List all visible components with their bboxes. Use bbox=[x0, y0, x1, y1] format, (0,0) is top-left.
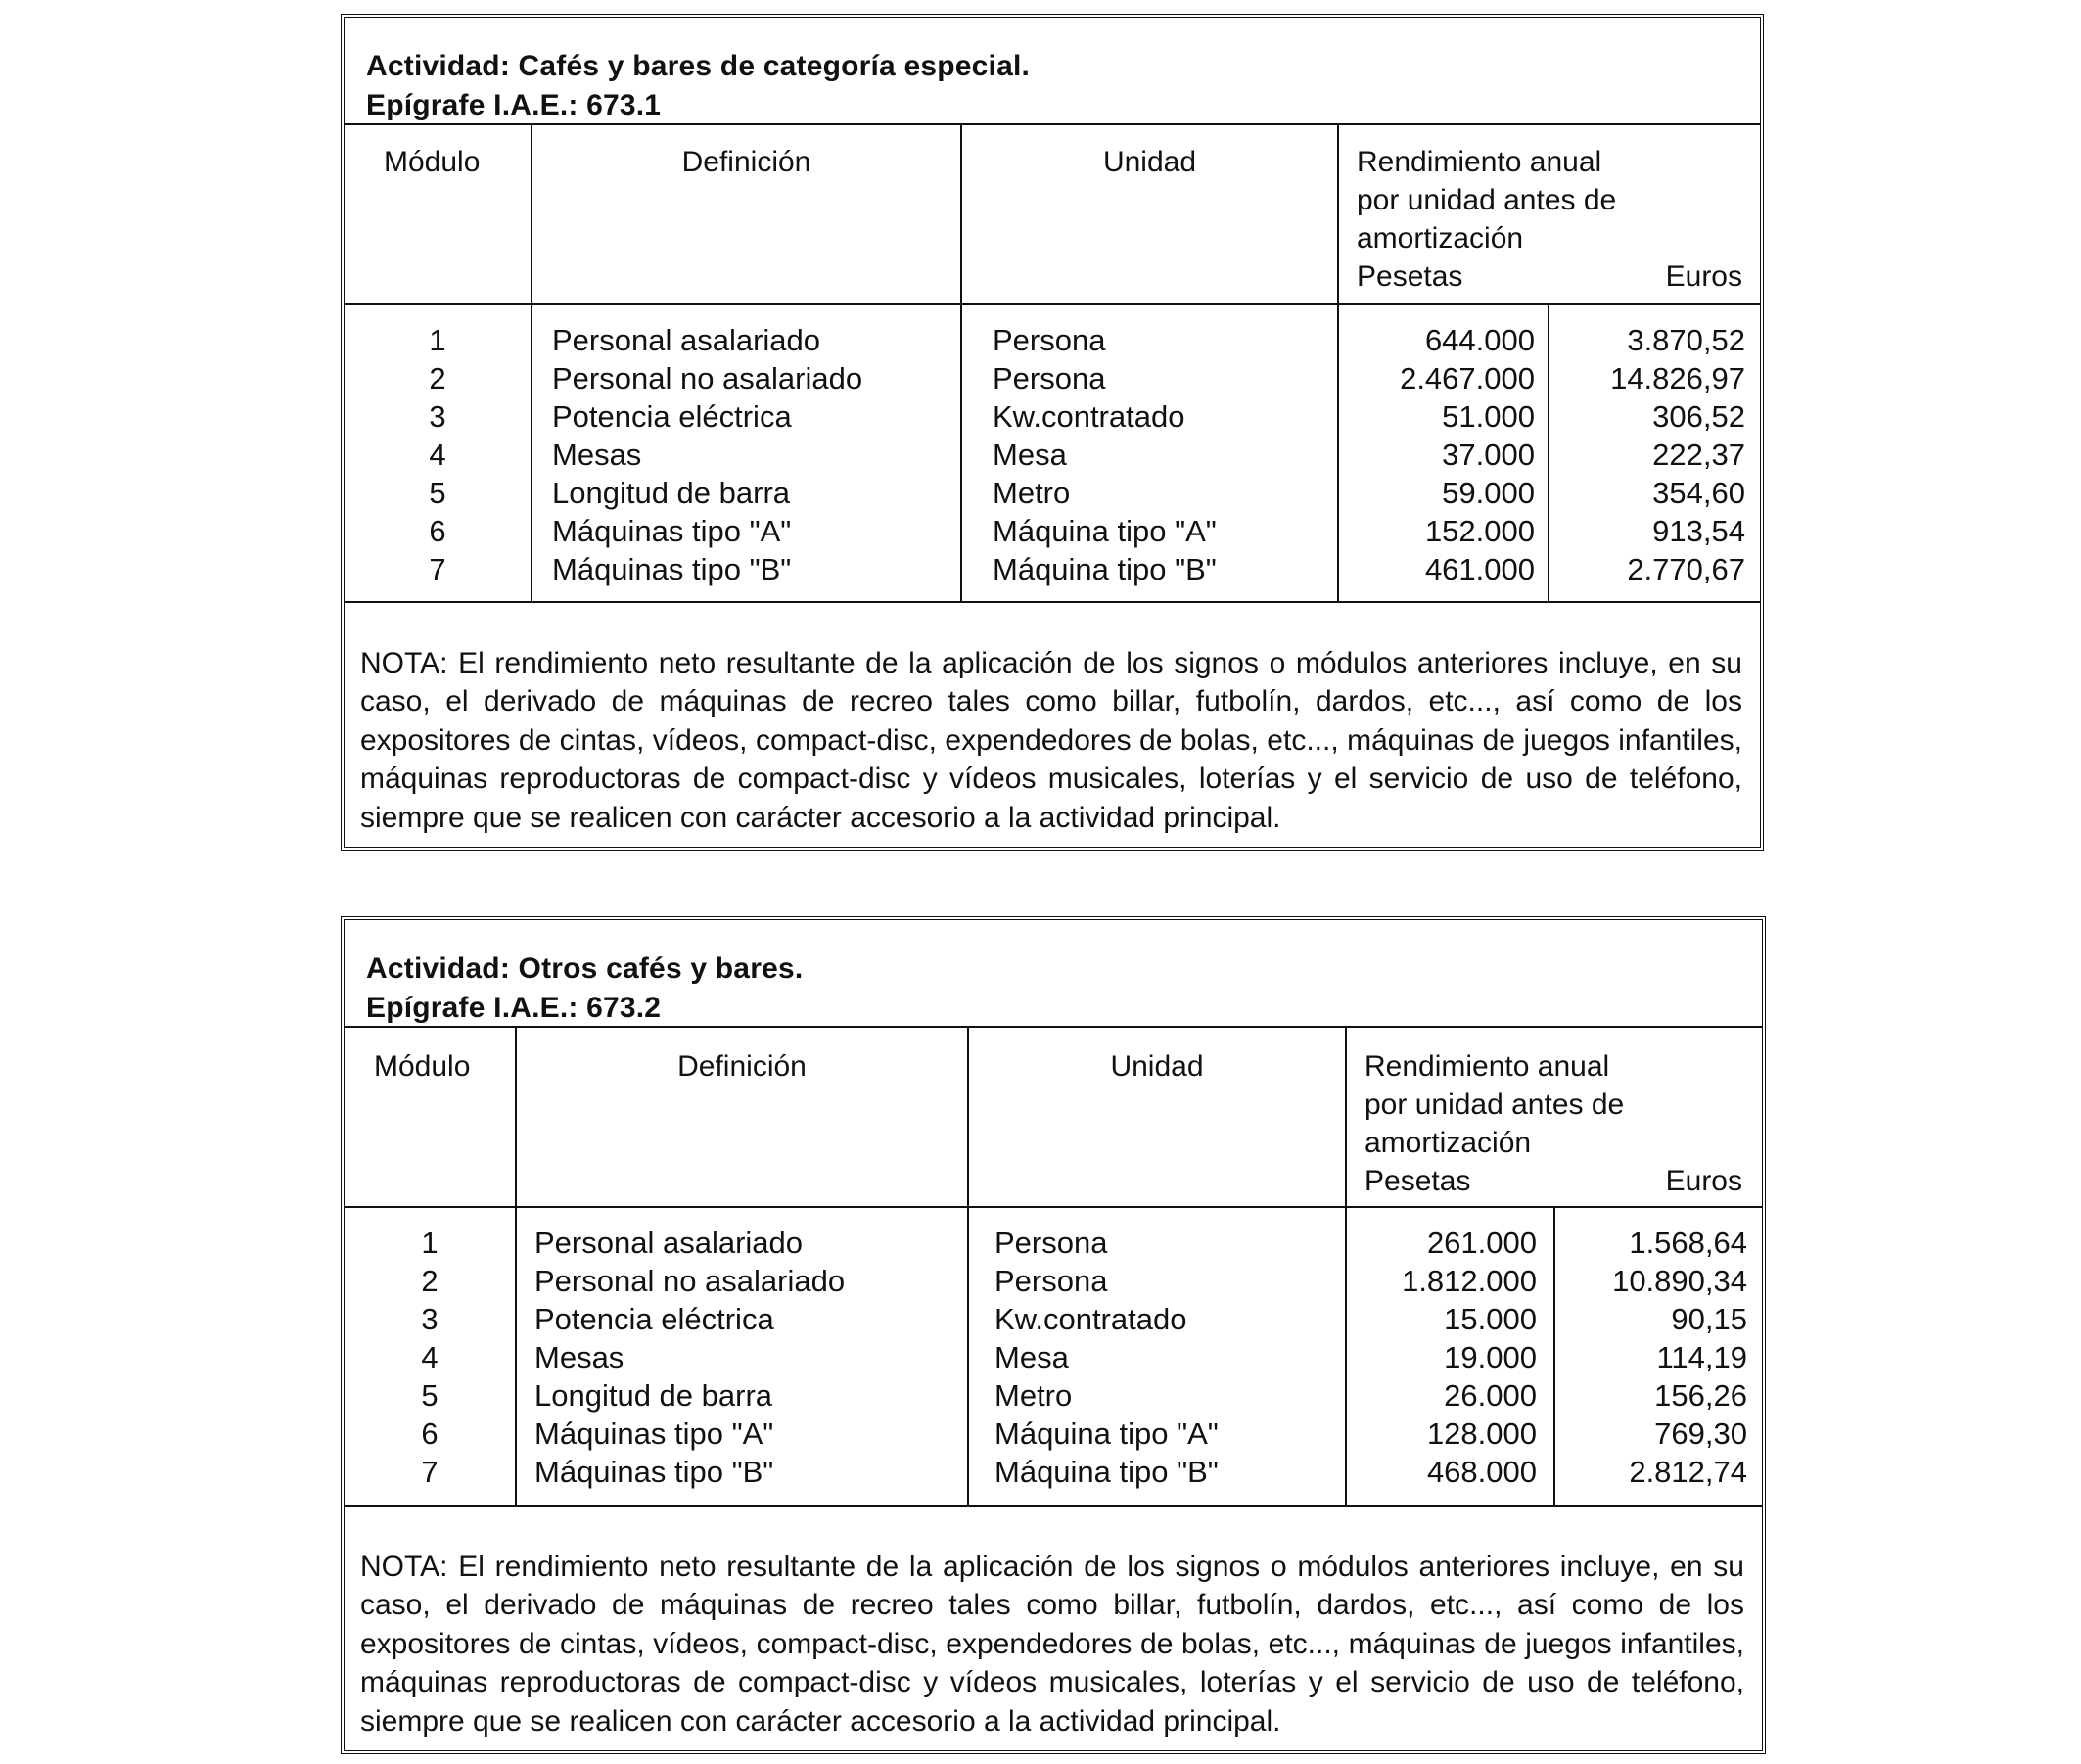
table-header bbox=[345, 18, 1760, 125]
column-divider bbox=[531, 125, 532, 601]
cell-definicion: Máquinas tipo "A" bbox=[552, 514, 792, 548]
epigrafe-title: Epígrafe I.A.E.: 673.2 bbox=[366, 992, 662, 1024]
cell-euros: 913,54 bbox=[1652, 514, 1745, 548]
cell-definicion: Personal no asalariado bbox=[534, 1264, 846, 1298]
col-header-definicion: Definición bbox=[681, 146, 811, 178]
cell-definicion: Potencia eléctrica bbox=[534, 1302, 774, 1336]
cell-euros: 222,37 bbox=[1652, 438, 1745, 472]
cell-unidad: Kw.contratado bbox=[994, 1302, 1187, 1336]
column-divider bbox=[515, 1028, 517, 1505]
cell-definicion: Longitud de barra bbox=[552, 476, 791, 510]
col-header-rendimiento-1: Rendimiento anual bbox=[1364, 1050, 1610, 1083]
cell-modulo: 3 bbox=[421, 1302, 439, 1336]
cell-euros: 2.770,67 bbox=[1627, 552, 1745, 586]
col-header-rendimiento-2: por unidad antes de bbox=[1357, 184, 1617, 216]
cell-unidad: Mesa bbox=[994, 1340, 1069, 1374]
column-divider bbox=[967, 1028, 969, 1505]
cell-definicion: Mesas bbox=[552, 438, 642, 472]
cell-pesetas: 51.000 bbox=[1442, 399, 1535, 434]
col-header-rendimiento-3: amortización bbox=[1364, 1127, 1532, 1159]
col-header-definicion: Definición bbox=[677, 1050, 807, 1083]
table-header bbox=[345, 920, 1762, 1028]
cell-pesetas: 37.000 bbox=[1442, 438, 1535, 472]
module-table-673-1 bbox=[341, 14, 1764, 851]
cell-euros: 114,19 bbox=[1656, 1340, 1747, 1374]
cell-unidad: Máquina tipo "B" bbox=[994, 1455, 1219, 1489]
cell-unidad: Persona bbox=[993, 323, 1106, 357]
cell-unidad: Máquina tipo "A" bbox=[994, 1416, 1219, 1451]
col-header-pesetas: Pesetas bbox=[1364, 1165, 1471, 1197]
cell-euros: 14.826,97 bbox=[1610, 361, 1745, 395]
cell-unidad: Metro bbox=[994, 1378, 1073, 1413]
cell-pesetas: 261.000 bbox=[1426, 1226, 1537, 1260]
cell-pesetas: 644.000 bbox=[1424, 323, 1535, 357]
cell-euros: 156,26 bbox=[1654, 1378, 1747, 1413]
cell-modulo: 7 bbox=[429, 552, 446, 586]
col-header-euros: Euros bbox=[1665, 260, 1742, 293]
cell-definicion: Máquinas tipo "B" bbox=[534, 1455, 774, 1489]
cell-modulo: 4 bbox=[421, 1340, 439, 1374]
col-header-pesetas: Pesetas bbox=[1357, 260, 1463, 293]
cell-pesetas: 128.000 bbox=[1426, 1416, 1537, 1451]
cell-unidad: Persona bbox=[994, 1264, 1108, 1298]
cell-pesetas: 19.000 bbox=[1444, 1340, 1537, 1374]
actividad-title: Actividad: Otros cafés y bares. bbox=[366, 952, 804, 985]
cell-modulo: 7 bbox=[421, 1455, 439, 1489]
cell-unidad: Mesa bbox=[993, 438, 1067, 472]
cell-euros: 769,30 bbox=[1654, 1416, 1747, 1451]
cell-unidad: Máquina tipo "A" bbox=[993, 514, 1217, 548]
col-header-modulo: Módulo bbox=[374, 1050, 471, 1083]
cell-modulo: 3 bbox=[429, 399, 446, 434]
cell-pesetas: 15.000 bbox=[1444, 1302, 1537, 1336]
cell-euros: 1.568,64 bbox=[1629, 1226, 1747, 1260]
cell-euros: 2.812,74 bbox=[1629, 1455, 1747, 1489]
cell-unidad: Persona bbox=[993, 361, 1106, 395]
header-divider bbox=[345, 303, 1760, 305]
cell-unidad: Persona bbox=[994, 1226, 1108, 1260]
cell-pesetas: 468.000 bbox=[1426, 1455, 1537, 1489]
cell-definicion: Mesas bbox=[534, 1340, 624, 1374]
cell-pesetas: 461.000 bbox=[1424, 552, 1535, 586]
cell-definicion: Máquinas tipo "B" bbox=[552, 552, 792, 586]
col-header-rendimiento-2: por unidad antes de bbox=[1364, 1089, 1625, 1121]
col-header-rendimiento-1: Rendimiento anual bbox=[1357, 146, 1602, 178]
col-header-modulo: Módulo bbox=[384, 146, 481, 178]
cell-definicion: Longitud de barra bbox=[534, 1378, 773, 1413]
table-note: NOTA: El rendimiento neto resultante de la aplicación de los signos o módulos anteriores incluye, en su caso, el derivado de máquinas de recreo tales como billar, futbolín, dardos, etc..., así como de los expositores de cintas, vídeos, compact-disc, expendedores de bolas, etc..., máquinas de juegos infantiles, máquinas reproductoras de compact-disc y vídeos musicales, loterías y el servicio de uso de teléfono, siempre que se realicen con carácter accesorio a la actividad principal. bbox=[360, 1550, 1744, 1738]
cell-modulo: 6 bbox=[421, 1416, 439, 1451]
module-table-673-2 bbox=[341, 916, 1766, 1754]
table-note: NOTA: El rendimiento neto resultante de la aplicación de los signos o módulos anteriores incluye, en su caso, el derivado de máquinas de recreo tales como billar, futbolín, dardos, etc..., así como de los expositores de cintas, vídeos, compact-disc, expendedores de bolas, etc..., máquinas de juegos infantiles, máquinas reproductoras de compact-disc y vídeos musicales, loterías y el servicio de uso de teléfono, siempre que se realicen con carácter accesorio a la actividad principal. bbox=[360, 646, 1742, 834]
col-header-rendimiento-3: amortización bbox=[1357, 222, 1524, 255]
cell-pesetas: 1.812.000 bbox=[1402, 1264, 1537, 1298]
actividad-title: Actividad: Cafés y bares de categoría especial. bbox=[366, 50, 1031, 82]
cell-definicion: Potencia eléctrica bbox=[552, 399, 792, 434]
cell-modulo: 5 bbox=[421, 1378, 439, 1413]
cell-euros: 3.870,52 bbox=[1627, 323, 1745, 357]
cell-euros: 306,52 bbox=[1652, 399, 1745, 434]
note-divider bbox=[345, 601, 1760, 603]
cell-unidad: Kw.contratado bbox=[993, 399, 1185, 434]
cell-pesetas: 59.000 bbox=[1442, 476, 1535, 510]
cell-pesetas: 26.000 bbox=[1444, 1378, 1537, 1413]
cell-definicion: Personal no asalariado bbox=[552, 361, 863, 395]
cell-modulo: 4 bbox=[429, 438, 446, 472]
note-divider bbox=[345, 1505, 1762, 1507]
cell-euros: 354,60 bbox=[1652, 476, 1745, 510]
col-header-euros: Euros bbox=[1665, 1165, 1742, 1197]
cell-pesetas: 2.467.000 bbox=[1400, 361, 1535, 395]
cell-definicion: Máquinas tipo "A" bbox=[534, 1416, 774, 1451]
column-divider bbox=[960, 125, 962, 601]
cell-modulo: 1 bbox=[429, 323, 446, 357]
cell-euros: 90,15 bbox=[1671, 1302, 1747, 1336]
cell-definicion: Personal asalariado bbox=[552, 323, 821, 357]
header-divider bbox=[345, 1206, 1762, 1208]
cell-euros: 10.890,34 bbox=[1612, 1264, 1747, 1298]
cell-modulo: 2 bbox=[421, 1264, 439, 1298]
cell-unidad: Metro bbox=[993, 476, 1071, 510]
epigrafe-title: Epígrafe I.A.E.: 673.1 bbox=[366, 89, 662, 121]
cell-modulo: 6 bbox=[429, 514, 446, 548]
cell-unidad: Máquina tipo "B" bbox=[993, 552, 1217, 586]
col-header-unidad: Unidad bbox=[1102, 146, 1197, 178]
cell-pesetas: 152.000 bbox=[1424, 514, 1535, 548]
cell-modulo: 5 bbox=[429, 476, 446, 510]
cell-definicion: Personal asalariado bbox=[534, 1226, 804, 1260]
cell-modulo: 1 bbox=[421, 1226, 439, 1260]
cell-modulo: 2 bbox=[429, 361, 446, 395]
col-header-unidad: Unidad bbox=[1110, 1050, 1204, 1083]
